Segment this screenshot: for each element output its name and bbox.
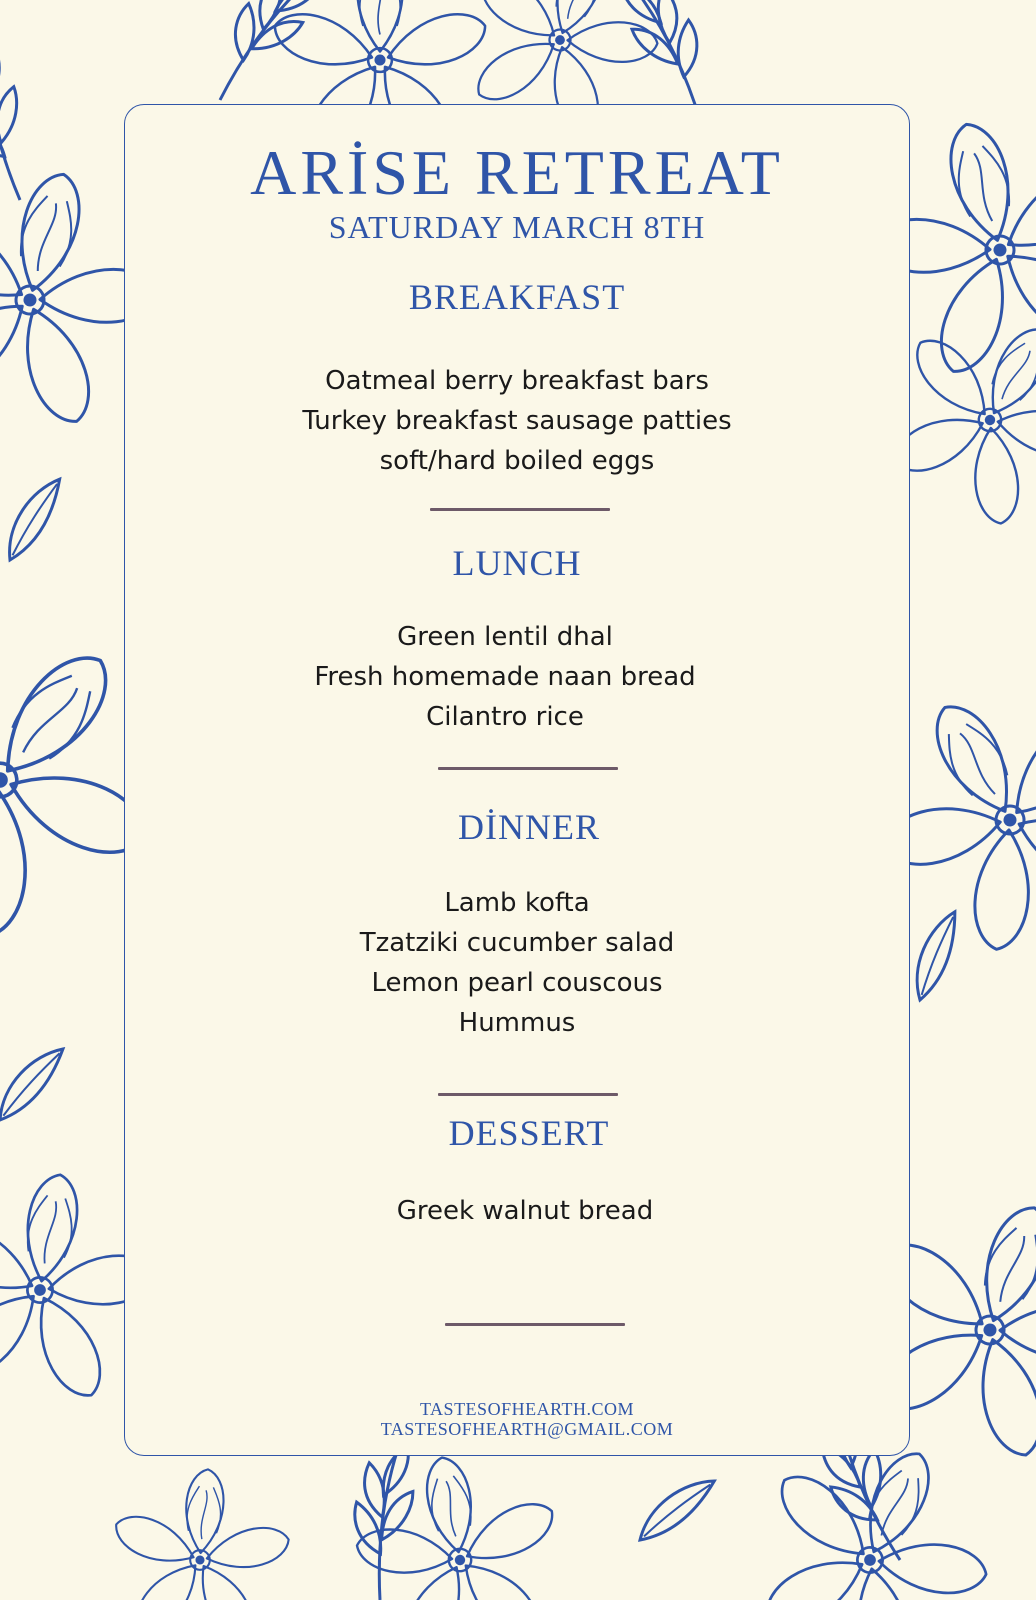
menu-item: Green lentil dhal: [397, 622, 613, 652]
menu-item: Hummus: [458, 1008, 576, 1038]
footer-website[interactable]: TASTESOFHEARTH.COM: [420, 1399, 634, 1419]
breakfast-items: [125, 361, 909, 481]
menu-item: Lamb kofta: [444, 888, 590, 918]
section-divider: [438, 1093, 618, 1096]
menu-item: Lemon pearl couscous: [371, 968, 663, 998]
menu-item: Tzatziki cucumber salad: [359, 928, 675, 958]
section-heading-lunch: LUNCH: [452, 543, 582, 583]
menu-item: Oatmeal berry breakfast bars: [325, 366, 709, 396]
menu-item: soft/hard boiled eggs: [379, 446, 655, 476]
dessert-items: [141, 1191, 909, 1231]
dinner-items: [125, 883, 909, 1043]
menu-date: SATURDAY MARCH 8TH: [328, 209, 706, 245]
section-heading-breakfast: BREAKFAST: [408, 277, 626, 317]
section-heading-dessert: DESSERT: [448, 1113, 610, 1153]
menu-title: ARİSE RETREAT: [250, 137, 784, 208]
menu-item: Greek walnut bread: [396, 1196, 654, 1226]
menu-card: [124, 104, 910, 1456]
section-heading-dinner: DİNNER: [458, 807, 600, 847]
menu-item: Turkey breakfast sausage patties: [302, 406, 732, 436]
section-divider: [445, 1323, 625, 1326]
section-divider: [438, 767, 618, 770]
menu-item: Fresh homemade naan bread: [314, 662, 696, 692]
lunch-items: [101, 617, 909, 737]
menu-item: Cilantro rice: [426, 702, 584, 732]
footer-email[interactable]: TASTESOFHEARTH@GMAIL.COM: [380, 1419, 674, 1439]
section-divider: [430, 508, 610, 511]
